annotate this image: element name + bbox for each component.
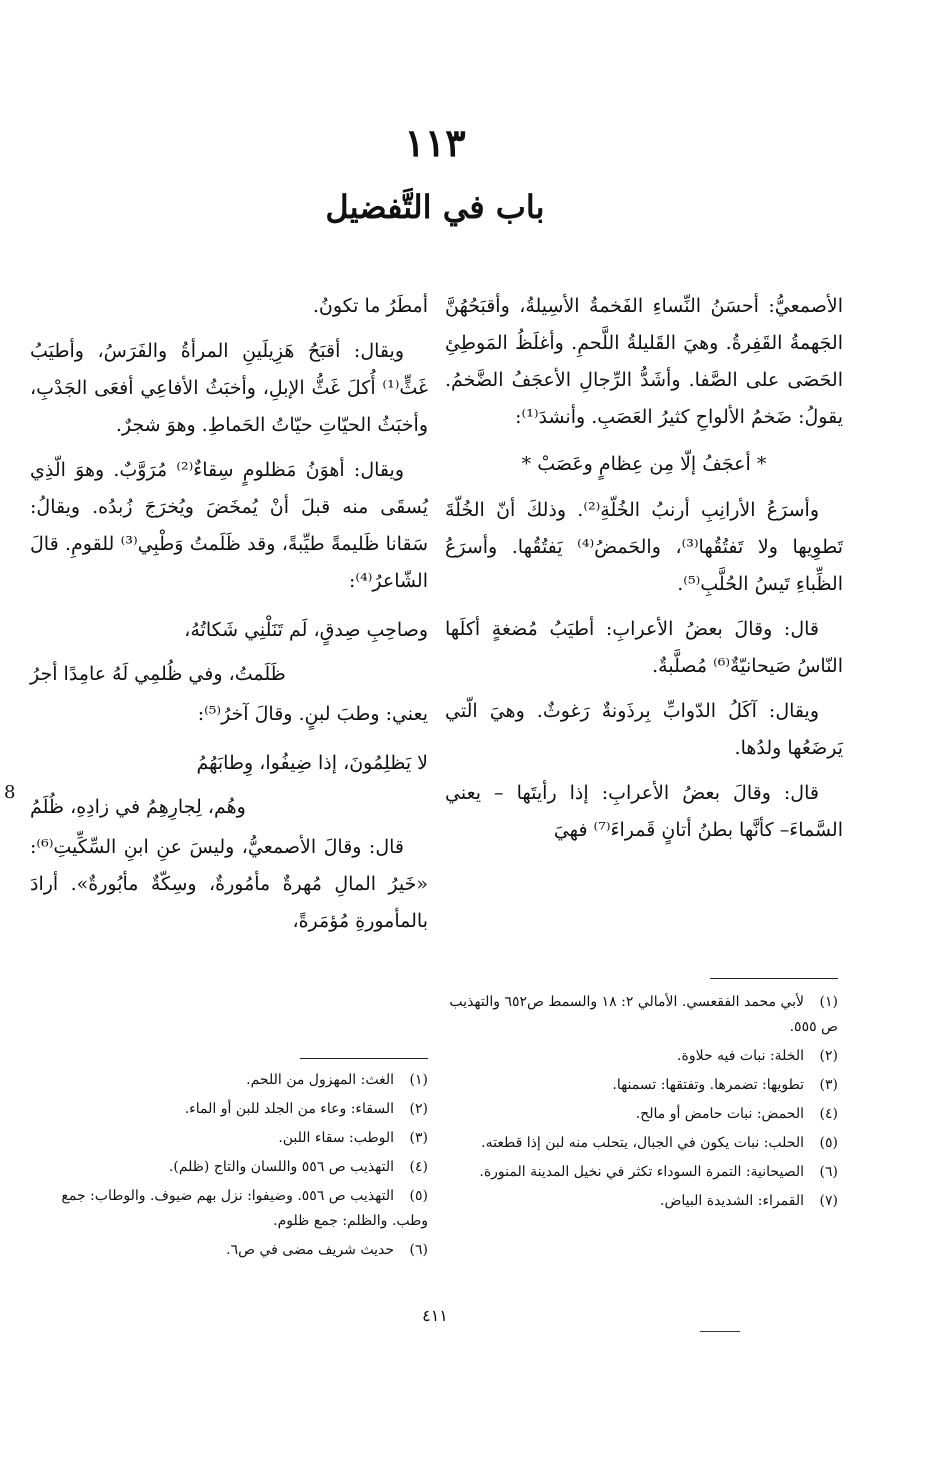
footnote — [30, 1097, 428, 1122]
footnote — [445, 1160, 838, 1185]
footnote — [445, 1189, 838, 1214]
footnote — [445, 1044, 838, 1069]
footnote-divider — [300, 1058, 428, 1059]
page-number: ٤١١ — [422, 1306, 448, 1325]
paragraph: قال: وقالَ بعضُ الأعرابِ: أطيَبُ مُضغةٍ أكلَها النّاسُ صَيحانيّةٌ⁽⁶⁾ مُصلَّبةٌ. — [445, 618, 843, 677]
verse-hemistich: لا يَظلِمُونَ، إذا ضِيفُوا، وِطابَهُمُ — [196, 752, 428, 774]
footnote-text: القمراء: الشديدة البياض. — [660, 1193, 804, 1209]
footnote-number: (٣) — [819, 1077, 838, 1093]
paragraph: قال: وقالَ بعضُ الأعرابِ: إذا رأيتَها – يعني السَّماءَ– كأنَّها بطنُ أتانٍ قَمراءَ⁽⁷⁾ فهيَ — [445, 782, 843, 841]
chapter-number: ١١٣ — [404, 120, 466, 165]
footnote-number: (٤) — [819, 1106, 838, 1122]
footnote-number: (٥) — [409, 1188, 428, 1204]
paragraph: قال: وقالَ الأصمعيُّ، وليسَ عنِ ابنِ السِّكِّيتِ⁽⁶⁾: «خَيرُ المالِ مُهرةٌ مأمُورةٌ، وسِكّةٌ مأبُورةٌ». أرادَ بالمأمورةِ مُؤمَرةً، — [30, 836, 428, 932]
paragraph: ويقال: آكَلُ الدّوابِّ بِرذَونةٌ رَغوثٌ. وهيَ الّتي يَرضَعُها ولدُها. — [445, 700, 843, 759]
footnote — [30, 1155, 428, 1180]
footnotes-right — [445, 990, 838, 1218]
footnote-number: (٦) — [819, 1164, 838, 1180]
footnote-number: (٤) — [409, 1159, 428, 1175]
footnote-text: التهذيب ص ٥٥٦ واللسان والتاج (ظلم). — [168, 1159, 394, 1175]
verse-hemistich: وهُم، لِجارِهِمُ في زادِهِ، ظُلَمُ — [30, 796, 246, 818]
verse-hemistich: ظَلَمتُ، وفي ظُلمِي لَهُ عامِدًا أجرُ — [30, 663, 286, 685]
footnote — [30, 1238, 428, 1263]
footnote-number: (١) — [819, 994, 838, 1010]
footnote-text: الحلب: نبات يكون في الجبال، يتحلب منه لبن إذا قطعته. — [481, 1135, 804, 1151]
footnote — [445, 1102, 838, 1127]
paragraph: يعني: وطبَ لبنٍ. وقالَ آخرُ⁽⁵⁾: — [197, 703, 428, 725]
chapter-title: باب في التَّفضيل — [325, 188, 545, 226]
paragraph: وأسرَعُ الأرانِبِ أرنبُ الخُلّةِ⁽²⁾. وذلكَ أنّ الخُلّةَ تَطوِيها ولا تَفتُقُها⁽³⁾، والحَمضُ⁽⁴⁾ يَفتُقُها. وأسرَعُ الظِّباءِ تَيسُ الحُلَّبِ⁽⁵⁾. — [445, 499, 843, 595]
footnote-number: (٢) — [409, 1101, 428, 1117]
footnote-number: (٧) — [819, 1193, 838, 1209]
footnote-text: السقاء: وعاء من الجلد للبن أو الماء. — [184, 1101, 394, 1117]
footnote-divider — [710, 978, 838, 979]
footnote-text: الغث: المهزول من اللحم. — [246, 1072, 394, 1088]
verse-hemistich: وصاحِبِ صِدقٍ، لَم تَنَلْنِي شَكاتُهُ، — [184, 619, 428, 641]
footnote — [30, 1126, 428, 1151]
footnote — [30, 1068, 428, 1093]
paragraph: ويقال: أقبَحُ هَزِيلَينِ المرأةُ والفَرَسُ، وأطيَبُ غَثٍّ⁽¹⁾ أُكلَ غَثُّ الإبلِ، وأخبَثُ الأفاعِي أفعَى الجَدْبِ، وأخبَثُ الحيّاتِ حيّاتُ الحَماطِ. وهوَ شجرٌ. — [30, 340, 428, 436]
footnote-text: حديث شريف مضى في ص٦. — [226, 1242, 394, 1258]
left-column — [30, 288, 428, 948]
footnote-number: (١) — [409, 1072, 428, 1088]
footnote-text: الحمض: نبات حامض أو مالح. — [635, 1106, 804, 1122]
footnote — [445, 1131, 838, 1156]
paragraph: الأصمعيُّ: أحسَنُ النِّساءِ الفَخمةُ الأسِيلةُ، وأقبَحُهُنَّ الجَهمةُ القَفِرةُ. وهيَ القَليلةُ اللَّحمِ. وأغلَظُ المَوطِئِ الحَصَى على الصَّفا. وأشَدُّ الرِّجالِ الأعجَفُ الضَّخمُ. يقولُ: ضَخمُ الألواحِ كثيرُ العَصَبِ. وأنشدَ⁽¹⁾: — [445, 295, 843, 428]
footnote — [445, 1073, 838, 1098]
footnote-number: (٥) — [819, 1135, 838, 1151]
footnote-number: (٣) — [409, 1130, 428, 1146]
footnote-text: الخلة: نبات فيه حلاوة. — [677, 1048, 804, 1064]
right-column — [445, 288, 843, 857]
margin-number: 8 — [4, 782, 16, 803]
footnote — [445, 990, 838, 1040]
footnote-text: تطويها: تضمرها. وتفتقها: تسمنها. — [612, 1077, 804, 1093]
footnote-text: الوطب: سقاء اللبن. — [278, 1130, 394, 1146]
footnote-number: (٢) — [819, 1048, 838, 1064]
footnote-text: الصيحانية: التمرة السوداء تكثر في نخيل المدينة المنورة. — [479, 1164, 804, 1180]
paragraph: أمطَرُ ما تكونُ. — [312, 295, 428, 317]
verse-line: * أعجَفُ إلّا مِن عِظامٍ وعَصَبْ * — [521, 453, 767, 475]
bottom-dash — [700, 1331, 740, 1332]
paragraph: ويقال: أهوَنُ مَظلومٍ سِقاءٌ⁽²⁾ مُرَوَّبٌ. وهوَ الّذِي يُسقَى منه قبلَ أنْ يُمخَضَ ويُخرَجَ زُبدُه. ويقالُ: سَقانا ظَليمةً طيِّبةً، وقد ظَلَمتُ وَطْبِي⁽³⁾ للقومِ. قالَ الشّاعرُ⁽⁴⁾: — [30, 459, 429, 592]
footnotes-left — [30, 1068, 428, 1267]
footnote-text: التهذيب ص ٥٥٦. وضيفوا: نزل بهم ضيوف. والوطاب: جمع وطب. والظلم: جمع ظلوم. — [61, 1188, 428, 1229]
footnote-text: لأبي محمد الفقعسي. الأمالي ٢: ١٨ والسمط ص٦٥٢ والتهذيب ص ٥٥٥. — [449, 994, 838, 1035]
footnote — [30, 1184, 428, 1234]
footnote-number: (٦) — [409, 1242, 428, 1258]
